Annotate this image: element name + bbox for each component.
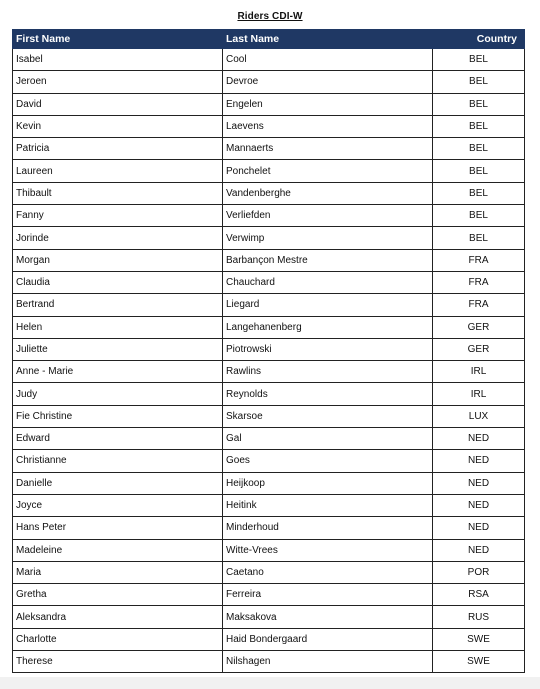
table-row	[13, 227, 525, 249]
table-row	[13, 249, 525, 271]
country-cell: LUX	[433, 405, 525, 427]
country-cell: FRA	[433, 249, 525, 271]
country-cell: NED	[433, 494, 525, 516]
last-name-cell: Heitink	[223, 494, 433, 516]
table-row	[13, 651, 525, 673]
country-cell: FRA	[433, 271, 525, 293]
first-name-cell: Claudia	[13, 271, 223, 293]
first-name-cell: Madeleine	[13, 539, 223, 561]
last-name-cell: Ponchelet	[223, 160, 433, 182]
first-name-cell: Edward	[13, 428, 223, 450]
country-cell: SWE	[433, 628, 525, 650]
last-name-cell: Reynolds	[223, 383, 433, 405]
last-name-cell: Verliefden	[223, 205, 433, 227]
last-name-cell: Laevens	[223, 115, 433, 137]
table-row	[13, 71, 525, 93]
last-name-cell: Witte-Vrees	[223, 539, 433, 561]
table-row	[13, 606, 525, 628]
country-cell: BEL	[433, 93, 525, 115]
country-cell: NED	[433, 450, 525, 472]
country-cell: NED	[433, 428, 525, 450]
country-cell: BEL	[433, 49, 525, 71]
last-name-cell: Barbançon Mestre	[223, 249, 433, 271]
table-row	[13, 539, 525, 561]
first-name-cell: Isabel	[13, 49, 223, 71]
first-name-cell: Maria	[13, 561, 223, 583]
country-cell: IRL	[433, 383, 525, 405]
first-name-cell: Jorinde	[13, 227, 223, 249]
last-name-cell: Liegard	[223, 294, 433, 316]
first-name-cell: Therese	[13, 651, 223, 673]
first-name-cell: Danielle	[13, 472, 223, 494]
first-name-cell: Bertrand	[13, 294, 223, 316]
table-row	[13, 49, 525, 71]
page-bottom-edge	[0, 677, 540, 689]
table-row	[13, 316, 525, 338]
table-row	[13, 205, 525, 227]
first-name-cell: Judy	[13, 383, 223, 405]
table-row	[13, 338, 525, 360]
last-name-cell: Goes	[223, 450, 433, 472]
document-title: Riders CDI-W	[237, 11, 303, 22]
table-row	[13, 472, 525, 494]
table-row	[13, 494, 525, 516]
last-name-cell: Rawlins	[223, 361, 433, 383]
first-name-cell: Aleksandra	[13, 606, 223, 628]
table-row	[13, 294, 525, 316]
last-name-cell: Caetano	[223, 561, 433, 583]
riders-table	[12, 29, 525, 673]
last-name-cell: Nilshagen	[223, 651, 433, 673]
table-row	[13, 428, 525, 450]
first-name-cell: Morgan	[13, 249, 223, 271]
first-name-cell: Helen	[13, 316, 223, 338]
first-name-cell: Joyce	[13, 494, 223, 516]
last-name-cell: Maksakova	[223, 606, 433, 628]
last-name-cell: Mannaerts	[223, 138, 433, 160]
last-name-cell: Minderhoud	[223, 517, 433, 539]
last-name-cell: Chauchard	[223, 271, 433, 293]
country-cell: BEL	[433, 160, 525, 182]
table-row	[13, 160, 525, 182]
table-row	[13, 628, 525, 650]
last-name-cell: Verwimp	[223, 227, 433, 249]
first-name-cell: David	[13, 93, 223, 115]
last-name-cell: Skarsoe	[223, 405, 433, 427]
country-cell: IRL	[433, 361, 525, 383]
header-last-name: Last Name	[223, 30, 433, 49]
last-name-cell: Devroe	[223, 71, 433, 93]
country-cell: GER	[433, 316, 525, 338]
first-name-cell: Laureen	[13, 160, 223, 182]
first-name-cell: Fanny	[13, 205, 223, 227]
country-cell: POR	[433, 561, 525, 583]
country-cell: NED	[433, 472, 525, 494]
last-name-cell: Gal	[223, 428, 433, 450]
first-name-cell: Anne - Marie	[13, 361, 223, 383]
country-cell: BEL	[433, 205, 525, 227]
first-name-cell: Thibault	[13, 182, 223, 204]
first-name-cell: Gretha	[13, 584, 223, 606]
table-row	[13, 517, 525, 539]
country-cell: RSA	[433, 584, 525, 606]
table-row	[13, 383, 525, 405]
country-cell: RUS	[433, 606, 525, 628]
table-row	[13, 405, 525, 427]
country-cell: NED	[433, 539, 525, 561]
last-name-cell: Ferreira	[223, 584, 433, 606]
first-name-cell: Juliette	[13, 338, 223, 360]
table-row	[13, 450, 525, 472]
table-row	[13, 138, 525, 160]
table-row	[13, 182, 525, 204]
table-row	[13, 93, 525, 115]
country-cell: BEL	[433, 182, 525, 204]
last-name-cell: Haid Bondergaard	[223, 628, 433, 650]
table-header-row	[13, 30, 525, 49]
country-cell: FRA	[433, 294, 525, 316]
first-name-cell: Christianne	[13, 450, 223, 472]
last-name-cell: Piotrowski	[223, 338, 433, 360]
header-country: Country	[433, 30, 525, 49]
first-name-cell: Charlotte	[13, 628, 223, 650]
table-row	[13, 584, 525, 606]
country-cell: NED	[433, 517, 525, 539]
table-row	[13, 561, 525, 583]
header-first-name: First Name	[13, 30, 223, 49]
last-name-cell: Cool	[223, 49, 433, 71]
last-name-cell: Langehanenberg	[223, 316, 433, 338]
country-cell: SWE	[433, 651, 525, 673]
first-name-cell: Fie Christine	[13, 405, 223, 427]
last-name-cell: Vandenberghe	[223, 182, 433, 204]
country-cell: BEL	[433, 227, 525, 249]
country-cell: GER	[433, 338, 525, 360]
last-name-cell: Engelen	[223, 93, 433, 115]
country-cell: BEL	[433, 71, 525, 93]
table-row	[13, 361, 525, 383]
table-row	[13, 271, 525, 293]
first-name-cell: Patricia	[13, 138, 223, 160]
last-name-cell: Heijkoop	[223, 472, 433, 494]
country-cell: BEL	[433, 115, 525, 137]
country-cell: BEL	[433, 138, 525, 160]
first-name-cell: Jeroen	[13, 71, 223, 93]
first-name-cell: Kevin	[13, 115, 223, 137]
table-row	[13, 115, 525, 137]
first-name-cell: Hans Peter	[13, 517, 223, 539]
